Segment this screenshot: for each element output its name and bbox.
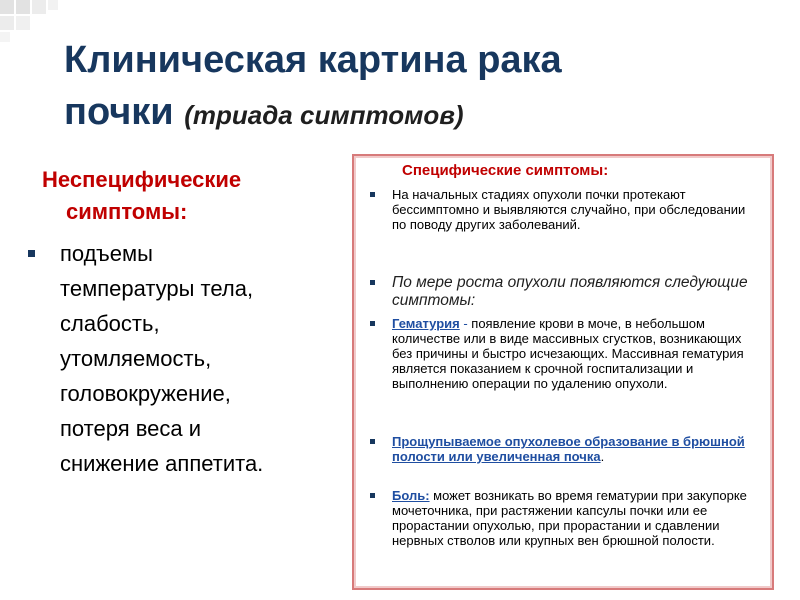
specific-item-2: По мере роста опухоли появляются следующие симптомы: bbox=[392, 274, 748, 309]
specific-heading: Специфические симптомы: bbox=[402, 162, 609, 179]
decor-square bbox=[0, 0, 14, 14]
pain-text: может возникать во время гематурии при закупорке мочеточника, при растяжении капсулы почки или ее прорастании опухолью, при прорастании и сдавлении нервных стволов или крупных вен брюшной полости. bbox=[392, 488, 747, 548]
bullet-icon bbox=[370, 439, 375, 444]
list-item bbox=[370, 187, 760, 232]
hematuria-label: Гематурия bbox=[392, 316, 460, 331]
nonspecific-heading-line-1: Неспецифические bbox=[42, 167, 242, 192]
palpable-end: . bbox=[600, 449, 605, 464]
nonspecific-heading bbox=[42, 164, 342, 228]
bullet-icon bbox=[28, 250, 35, 257]
decor-square bbox=[0, 32, 10, 42]
specific-symptoms-panel bbox=[352, 154, 774, 590]
hematuria-text: появление крови в моче, в небольшом количестве или в виде массивных сгустков, возникающих без причины и быстро исчезающих. Массивная гематурия является показанием к срочной госпитализации и выполнению операции по удалению опухоли. bbox=[392, 316, 744, 391]
nonspecific-list bbox=[28, 236, 348, 481]
list-item bbox=[370, 274, 760, 310]
hematuria-item bbox=[370, 316, 760, 391]
pain-item bbox=[370, 488, 760, 548]
palpable-item bbox=[370, 434, 760, 464]
nonspecific-heading-line-2: симптомы: bbox=[66, 199, 188, 224]
bullet-icon bbox=[370, 321, 375, 326]
list-item bbox=[370, 316, 760, 391]
corner-decoration bbox=[0, 0, 64, 44]
decor-square bbox=[48, 0, 58, 10]
bullet-icon bbox=[370, 493, 375, 498]
bullet-icon bbox=[370, 280, 375, 285]
specific-item-1: На начальных стадиях опухоли почки протекают бессимптомно и выявляются случайно, при обследовании по поводу других заболеваний. bbox=[392, 187, 746, 232]
hematuria-dash: - bbox=[459, 316, 468, 331]
decor-square bbox=[32, 0, 46, 14]
pain-label: Боль: bbox=[392, 488, 430, 503]
list-item bbox=[370, 488, 760, 548]
title-line-2 bbox=[64, 86, 784, 141]
decor-square bbox=[16, 16, 30, 30]
title-subtitle: (триада симптомов) bbox=[184, 100, 464, 130]
bullet-icon bbox=[370, 192, 375, 197]
list-item bbox=[370, 434, 760, 464]
decor-square bbox=[0, 16, 14, 30]
title-main-word: почки bbox=[64, 91, 174, 133]
palpable-label: Прощупываемое опухолевое образование в брюшной полости или увеличенная почка bbox=[392, 434, 745, 464]
decor-square bbox=[16, 0, 30, 14]
title-line-1: Клиническая картина рака bbox=[64, 39, 562, 81]
slide-title bbox=[64, 34, 784, 141]
nonspecific-item: подъемы температуры тела, слабость, утомляемость, головокружение, потеря веса и снижение аппетита. bbox=[60, 241, 264, 476]
